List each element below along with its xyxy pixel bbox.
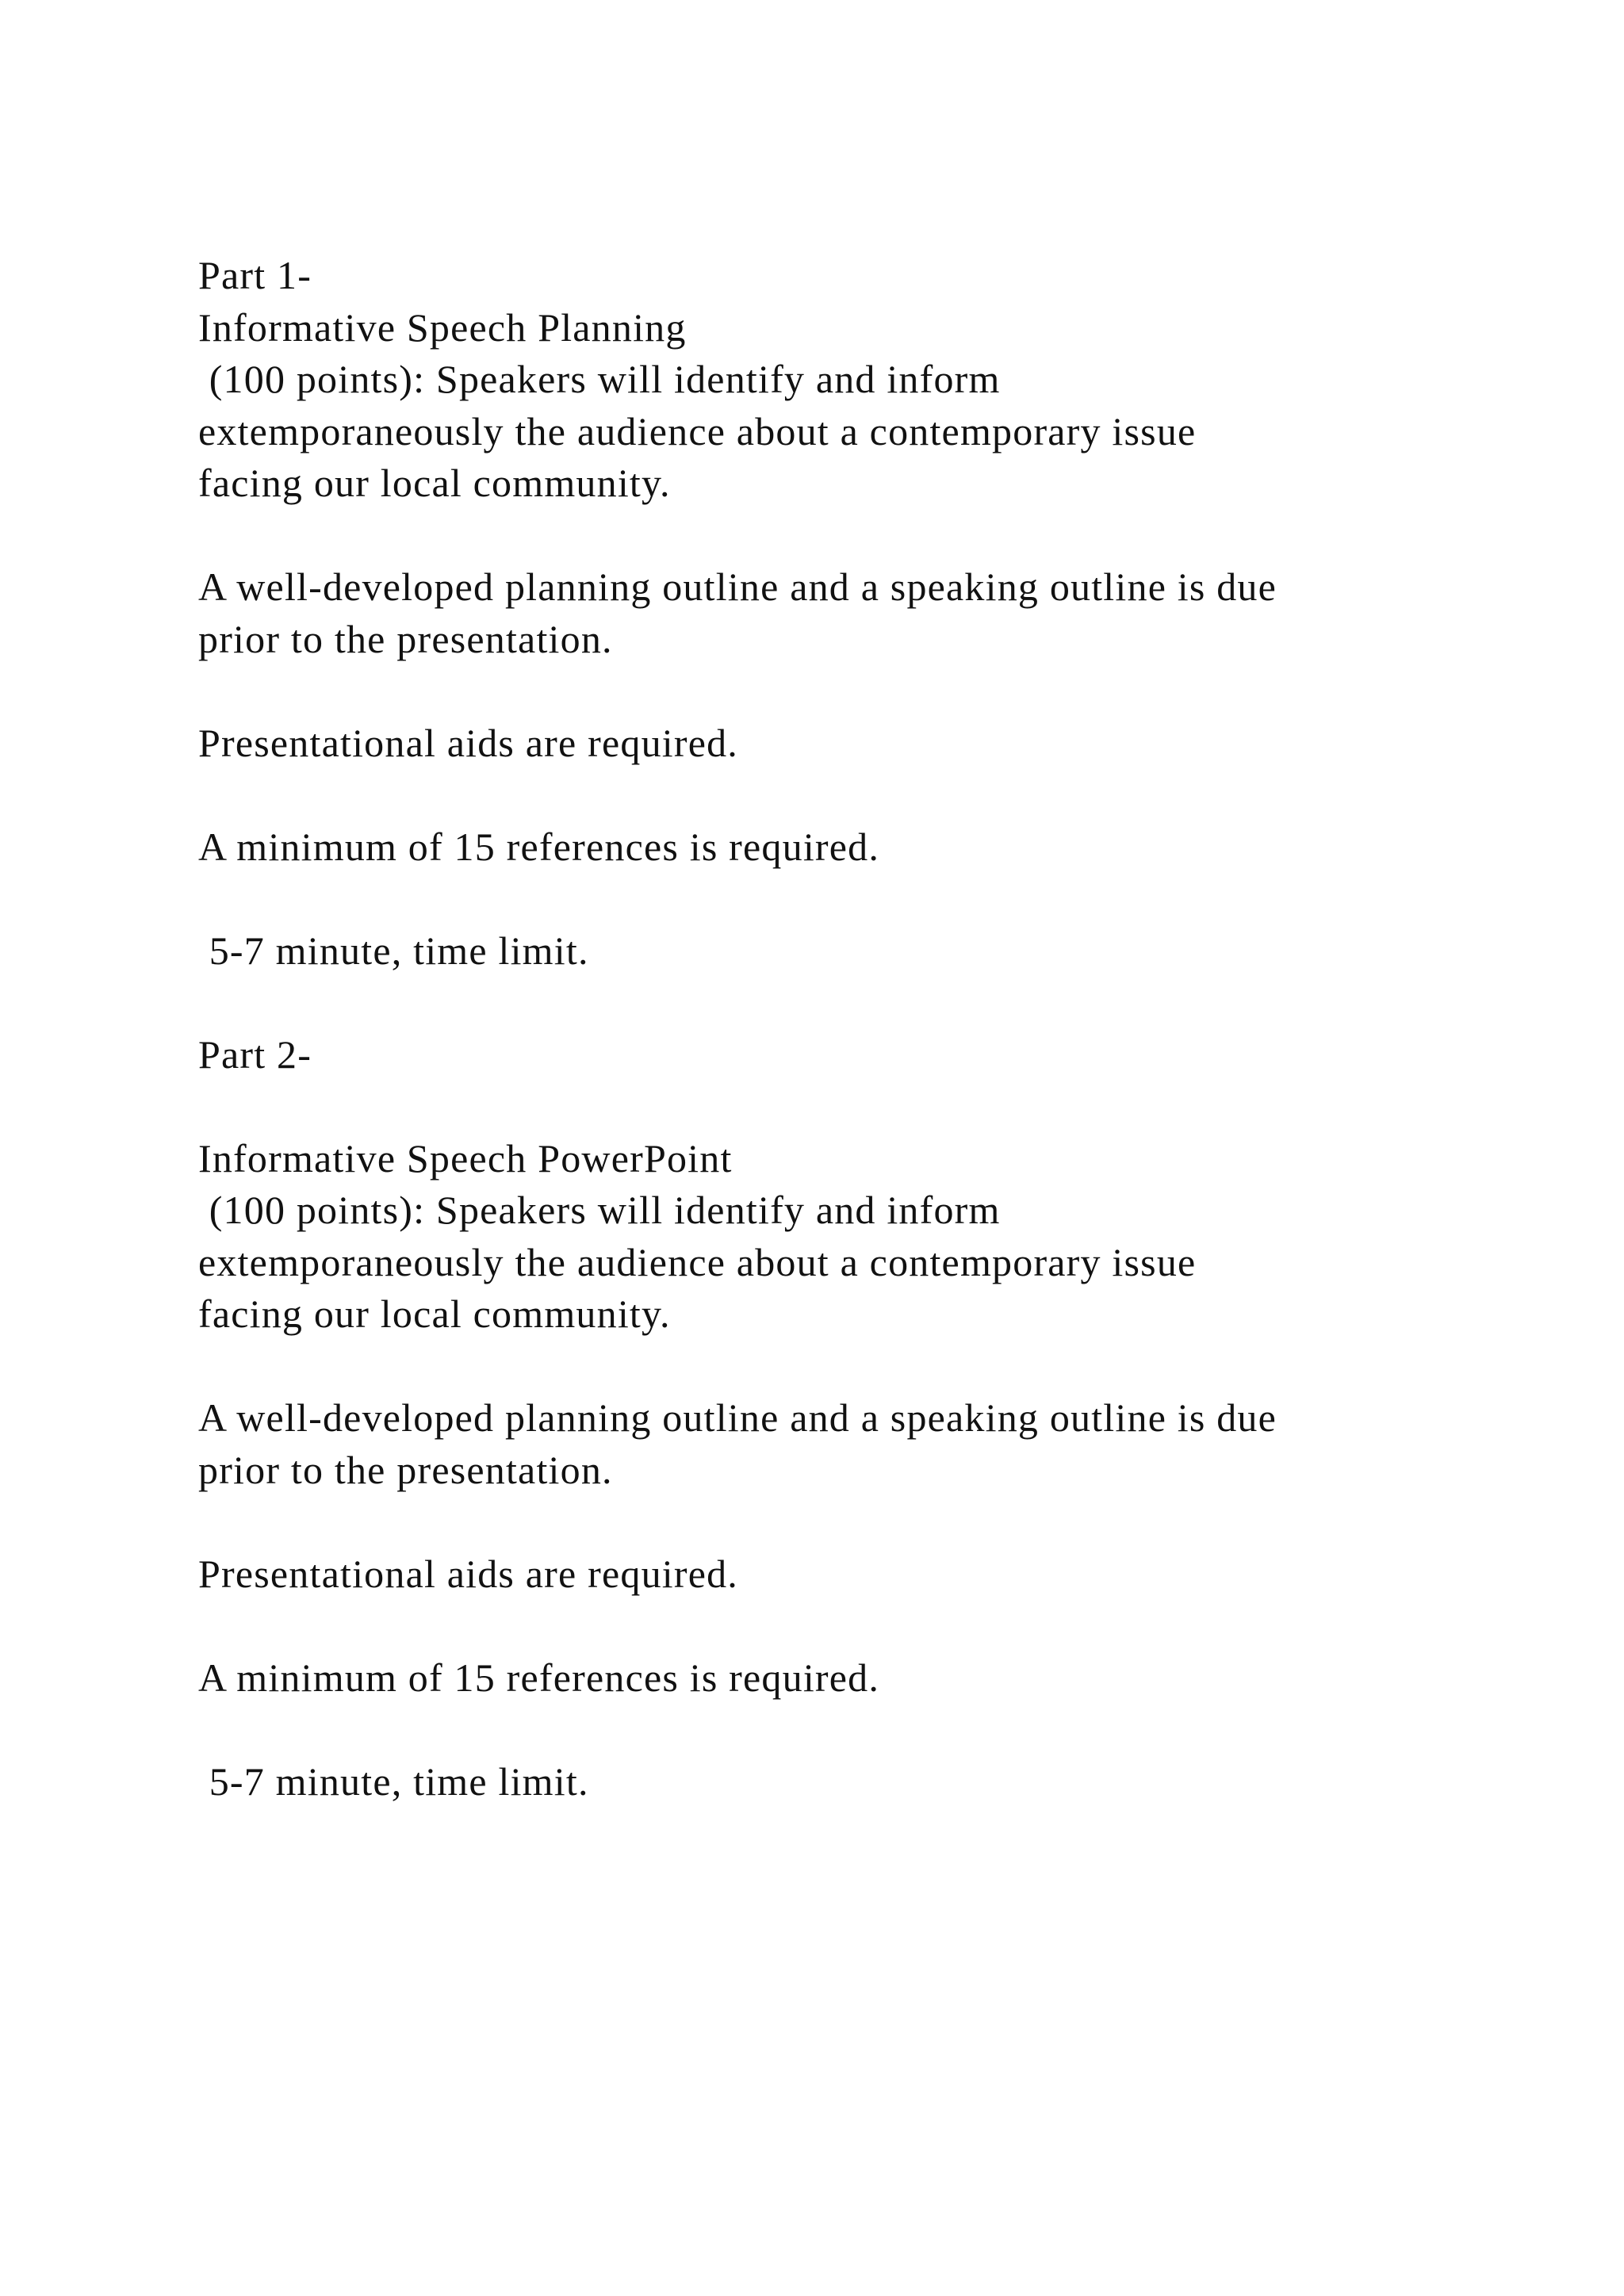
part2-time-limit: 5-7 minute, time limit. <box>198 1758 589 1804</box>
part1-references: A minimum of 15 references is required. <box>198 824 880 869</box>
part1-heading: Part 1- <box>198 253 312 297</box>
spacer <box>198 769 1546 821</box>
spacer <box>198 1341 1546 1393</box>
part1-time-limit: 5-7 minute, time limit. <box>198 928 589 973</box>
spacer <box>198 665 1546 718</box>
part1-aids: Presentational aids are required. <box>198 720 739 765</box>
spacer <box>198 510 1546 562</box>
spacer <box>198 1704 1546 1756</box>
part2-outline-line: prior to the presentation. <box>198 1447 613 1492</box>
part2-title: Informative Speech PowerPoint <box>198 1135 733 1181</box>
part1-desc-line: (100 points): Speakers will identify and inform <box>198 357 1001 401</box>
part2-references: A minimum of 15 references is required. <box>198 1655 880 1700</box>
part2-desc-line: extemporaneously the audience about a contemporary issue <box>198 1239 1197 1284</box>
spacer <box>198 1496 1546 1548</box>
spacer <box>198 873 1546 925</box>
part2-desc-line: (100 points): Speakers will identify and inform <box>198 1188 1001 1232</box>
part1-outline-line: prior to the presentation. <box>198 616 613 661</box>
part2-outline-line: A well-developed planning outline and a speaking outline is due <box>198 1395 1277 1440</box>
part1-desc-line: extemporaneously the audience about a contemporary issue <box>198 408 1197 453</box>
spacer <box>198 1600 1546 1652</box>
part1-outline-line: A well-developed planning outline and a speaking outline is due <box>198 564 1277 609</box>
part1-desc-line: facing our local community. <box>198 461 671 505</box>
document-body <box>198 250 1546 1808</box>
spacer <box>198 977 1546 1029</box>
part2-aids: Presentational aids are required. <box>198 1551 739 1596</box>
part2-heading: Part 2- <box>198 1031 312 1077</box>
spacer <box>198 1081 1546 1133</box>
part2-desc-line: facing our local community. <box>198 1292 671 1336</box>
part1-title: Informative Speech Planning <box>198 304 687 350</box>
